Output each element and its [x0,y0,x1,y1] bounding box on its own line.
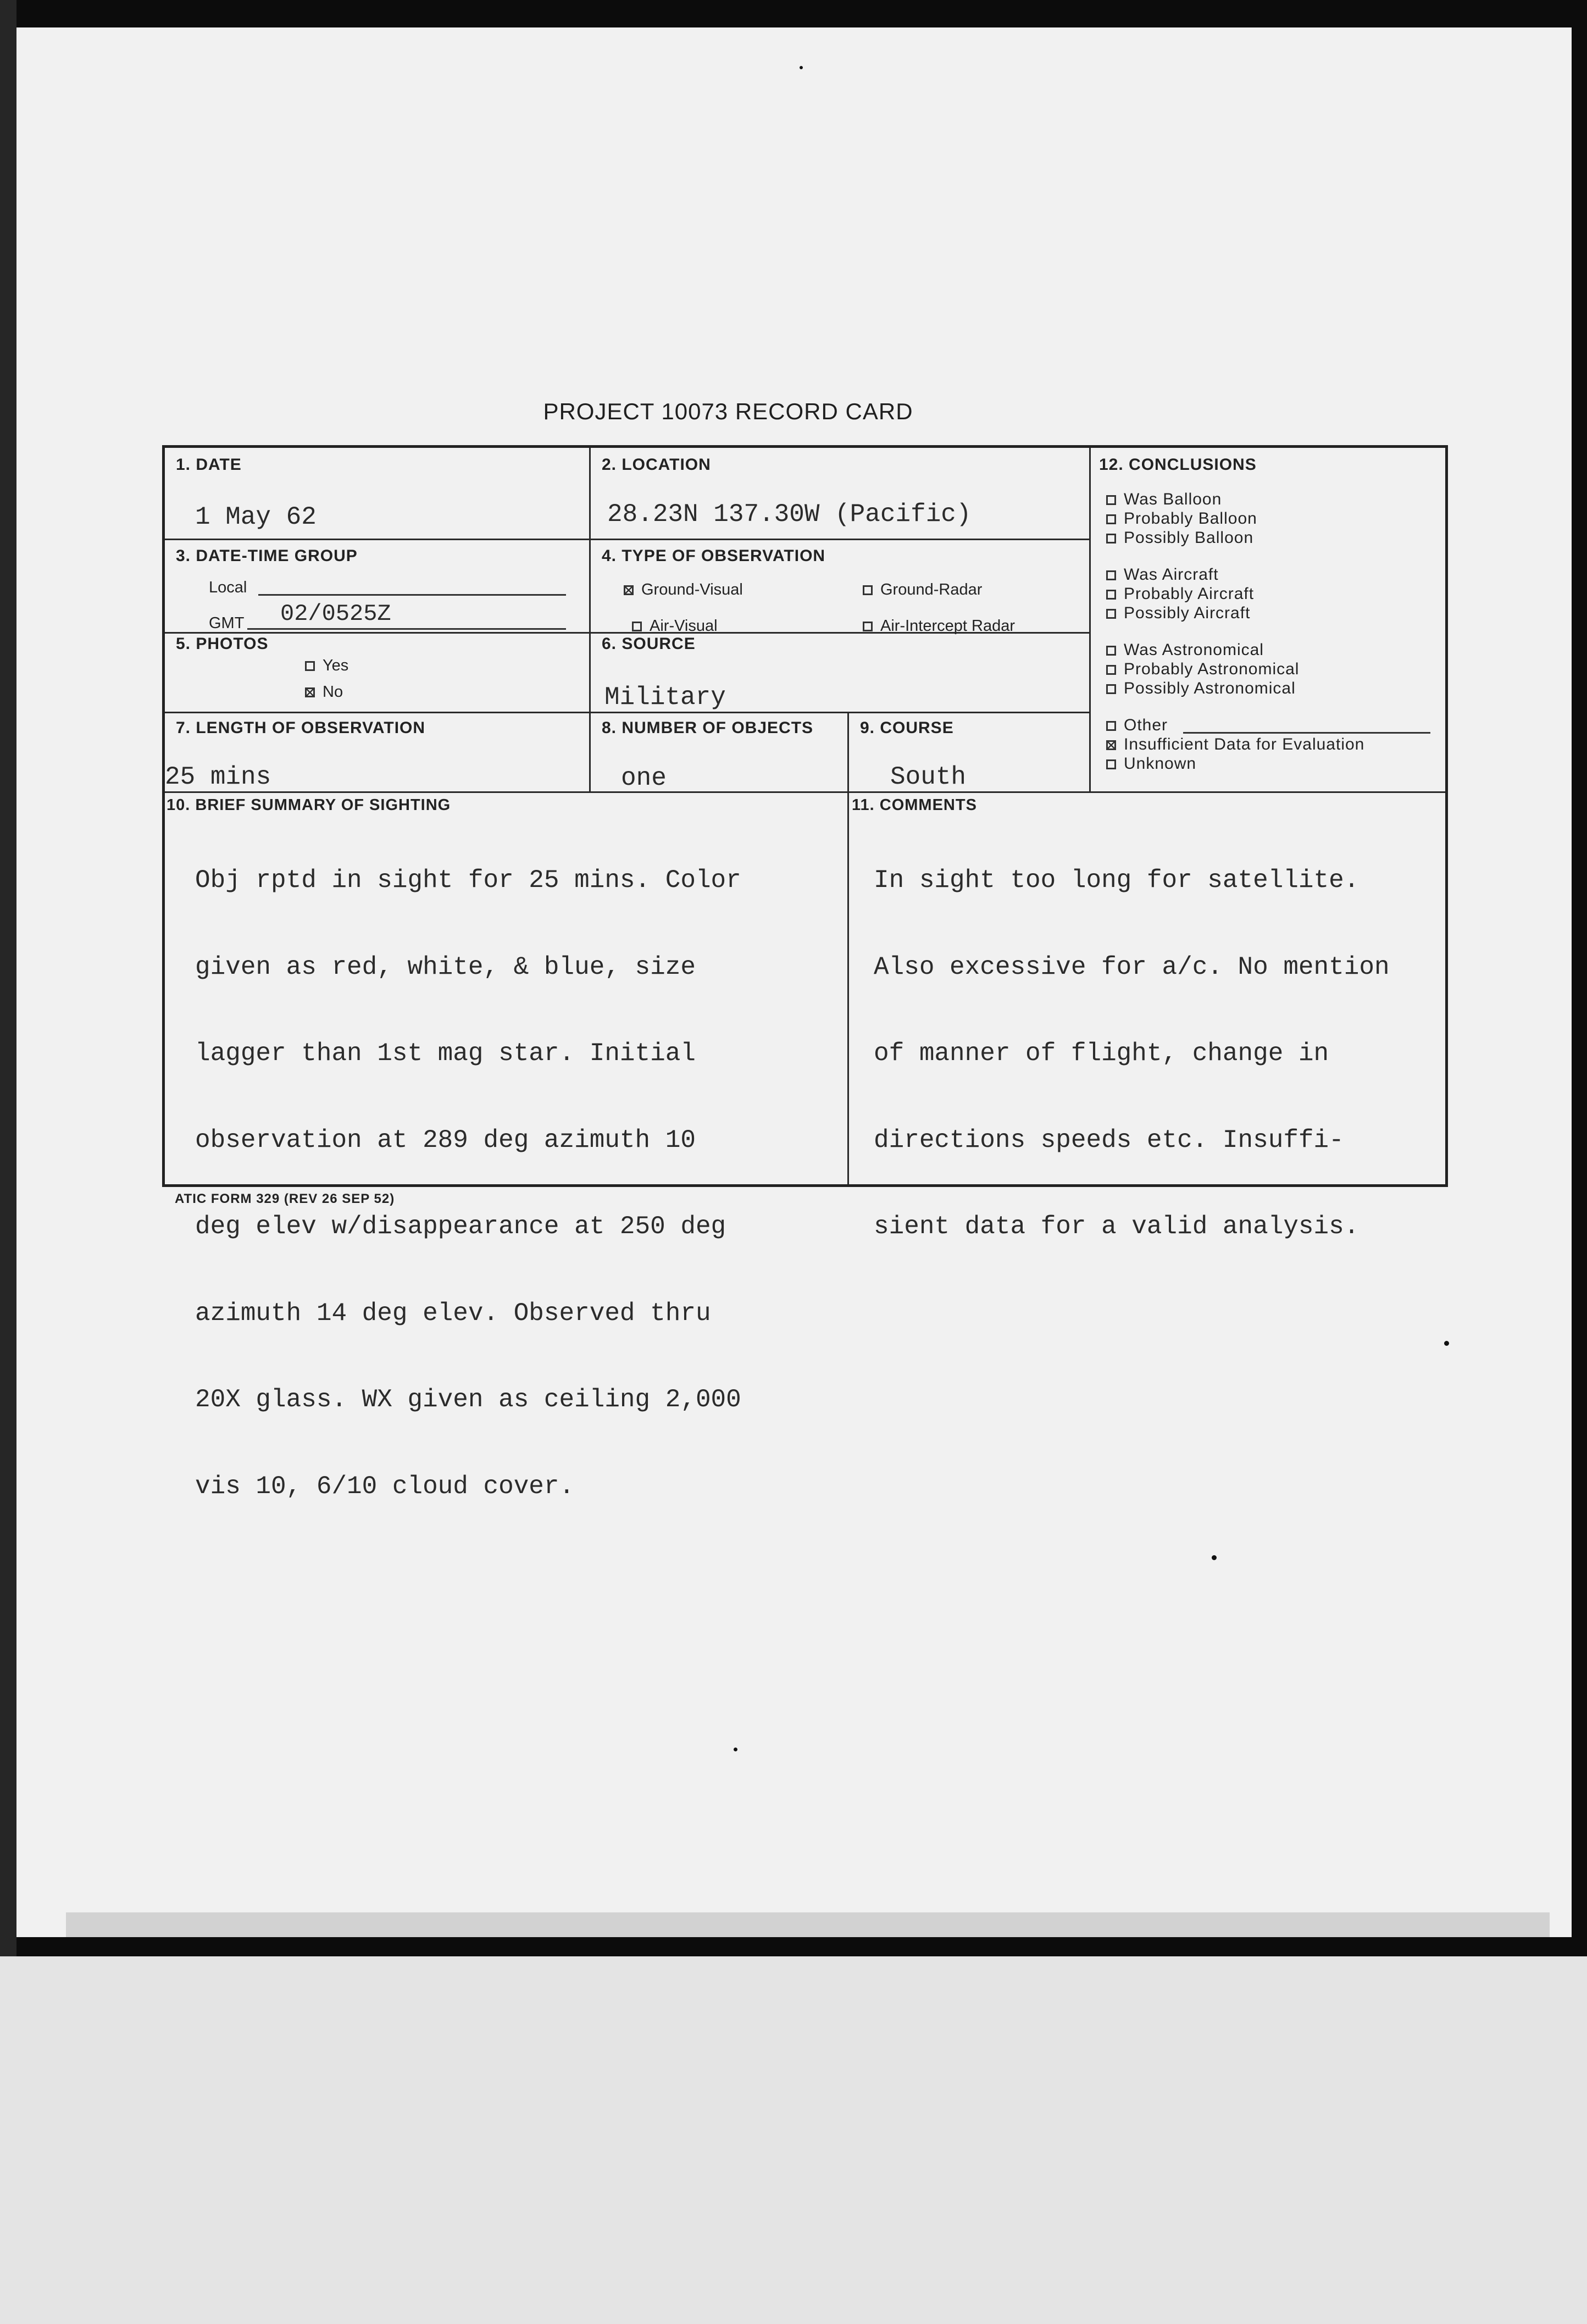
ground-radar-checkbox [863,585,873,595]
photos-no-checkbox [305,687,315,697]
summary-line: lagger than 1st mag star. Initial [195,1039,696,1068]
summary-line: vis 10, 6/10 cloud cover. [195,1472,575,1501]
observation-type-cell [591,539,1091,635]
conclusion-item-checked: Insufficient Data for Evaluation [1106,735,1364,754]
summary-line: 20X glass. WX given as ceiling 2,000 [195,1385,741,1414]
film-speck [1212,1555,1217,1560]
ground-visual-option [624,581,743,599]
summary-line: azimuth 14 deg elev. Observed thru [195,1299,711,1328]
conclusion-item: Unknown [1106,754,1364,773]
film-edge-left [0,0,16,1956]
date-cell [165,448,591,539]
conclusion-item: Was Aircraft [1106,565,1364,584]
film-speck [1444,1341,1449,1346]
air-intercept-radar-label: Air-Intercept Radar [880,617,1015,635]
photos-yes-option [305,657,348,675]
conclusions-list [1106,490,1364,773]
course-cell [849,712,1091,791]
conclusion-item: Possibly Astronomical [1106,679,1364,698]
conclusion-item: Was Balloon [1106,490,1364,509]
other-fill-line [1183,732,1430,734]
source-label: 6. SOURCE [602,635,696,653]
summary-line: given as red, white, & blue, size [195,952,696,981]
date-time-group-label: 3. DATE-TIME GROUP [176,547,358,565]
conclusion-item: Was Astronomical [1106,640,1364,659]
comments-text [874,808,1390,1299]
ground-radar-label: Ground-Radar [880,581,983,598]
comments-line: Also excessive for a/c. No mention [874,952,1390,981]
comments-label: 11. COMMENTS [852,796,977,814]
air-intercept-radar-checkbox [863,622,873,631]
ground-visual-checkbox [624,585,634,595]
number-of-objects-label: 8. NUMBER OF OBJECTS [602,719,814,737]
summary-label: 10. BRIEF SUMMARY OF SIGHTING [167,796,451,814]
ground-radar-option [863,581,982,599]
form-footer: ATIC FORM 329 (REV 26 SEP 52) [175,1191,395,1206]
observation-type-label: 4. TYPE OF OBSERVATION [602,547,826,565]
card-title: PROJECT 10073 RECORD CARD [543,398,913,424]
photos-cell [165,632,591,712]
date-time-group-cell [165,539,591,632]
source-value: Military [604,683,726,712]
conclusion-item: Probably Balloon [1106,509,1364,528]
number-of-objects-cell [591,712,849,791]
date-label: 1. DATE [176,456,242,474]
backing-panel [0,1956,1587,2324]
location-label: 2. LOCATION [602,456,711,474]
photos-yes-label: Yes [323,657,349,674]
film-speck [734,1748,737,1751]
source-cell [591,632,1091,712]
comments-line: In sight too long for satellite. [874,866,1360,895]
length-of-observation-value: 25 mins [165,763,271,791]
course-label: 9. COURSE [860,719,954,737]
summary-line: deg elev w/disappearance at 250 deg [195,1212,726,1241]
photos-no-label: No [323,683,343,701]
gmt-fill-line [247,628,566,630]
conclusion-item: Possibly Aircraft [1106,603,1364,623]
course-value: South [890,763,967,791]
conclusion-item: Other [1106,715,1364,735]
air-visual-checkbox [632,622,642,631]
conclusions-cell [1091,448,1445,791]
conclusion-item: Probably Aircraft [1106,584,1364,603]
photos-no-option [305,683,343,701]
local-label: Local [209,579,247,596]
summary-line: observation at 289 deg azimuth 10 [195,1125,696,1155]
local-fill-line [258,594,566,596]
sheet-shadow [66,1912,1550,1937]
length-of-observation-cell [165,712,591,791]
location-cell [591,448,1091,539]
comments-cell [849,791,1445,1241]
conclusion-item: Probably Astronomical [1106,659,1364,679]
gmt-value: 02/0525Z [280,601,391,627]
conclusion-item: Possibly Balloon [1106,528,1364,547]
comments-line: directions speeds etc. Insuffi- [874,1125,1344,1155]
photos-label: 5. PHOTOS [176,635,269,653]
number-of-objects-value: one [621,764,667,792]
conclusions-label: 12. CONCLUSIONS [1099,456,1257,474]
photos-yes-checkbox [305,661,315,671]
date-value: 1 May 62 [195,503,317,531]
comments-line: of manner of flight, change in [874,1039,1329,1068]
summary-line: Obj rptd in sight for 25 mins. Color [195,866,741,895]
gmt-label: GMT [209,614,245,632]
ground-visual-label: Ground-Visual [641,581,743,598]
summary-text [195,808,741,1558]
location-value: 28.23N 137.30W (Pacific) [607,500,972,529]
air-visual-label: Air-Visual [650,617,718,635]
film-speck [800,66,803,69]
comments-line: sient data for a valid analysis. [874,1212,1360,1241]
length-of-observation-label: 7. LENGTH OF OBSERVATION [176,719,426,737]
